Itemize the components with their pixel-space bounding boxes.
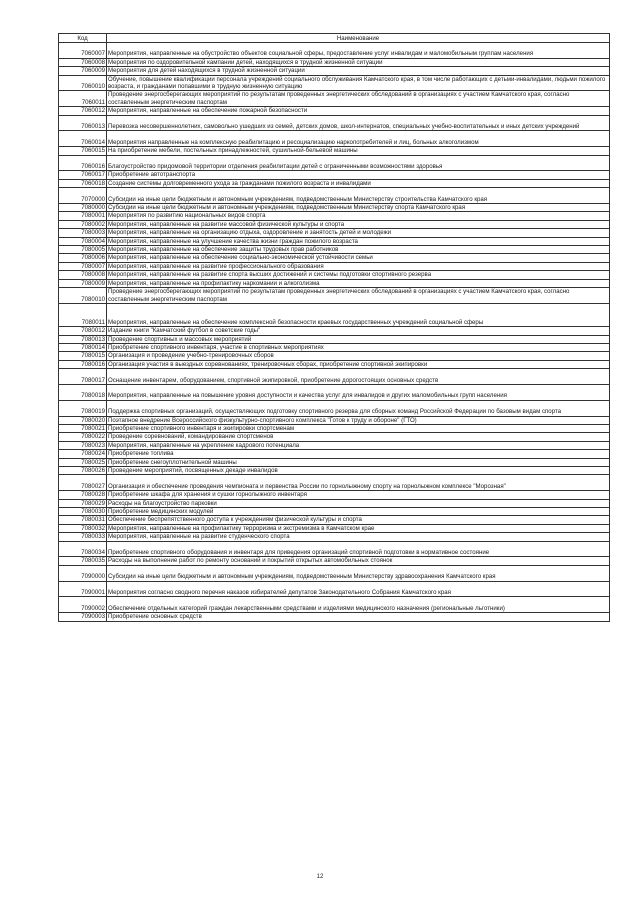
row-code: 7080007 <box>59 262 107 270</box>
row-name: Организация участия в выездных соревнованиях, тренировочных сборах, приобретение спортивной экипировки <box>107 360 610 368</box>
row-code: 7080014 <box>59 343 107 351</box>
table-row <box>59 155 610 171</box>
row-name: Субсидии на иные цели бюджетным и автономным учреждениям, подведомственным Министерству строительства Камчатского края <box>107 188 610 204</box>
row-code: 7090000 <box>59 565 107 581</box>
row-code: 7060017 <box>59 171 107 179</box>
row-name: Субсидии на иные цели бюджетным и автономным учреждениям, подведомственным Министерству спорта Камчатского края <box>107 204 610 212</box>
row-code: 7080028 <box>59 491 107 499</box>
table-row <box>59 220 610 228</box>
table-row <box>59 416 610 424</box>
row-name: Создание системы долговременного ухода за гражданами пожилого возраста и инвалидами <box>107 179 610 187</box>
row-code: 7080018 <box>59 384 107 400</box>
table-row <box>59 384 610 400</box>
row-name: Мероприятия, направленные на развитие студенческого спорта <box>107 533 610 541</box>
row-code: 7080005 <box>59 246 107 254</box>
row-name: Приобретение спортивного оборудования и инвентаря для приведения организаций спортивной подготовки в нормативное состояние <box>107 541 610 557</box>
row-name: Мероприятия, направленные на развитие спорта высших достижений и системы подготовки спортивного резерва <box>107 271 610 279</box>
row-code: 7070000 <box>59 188 107 204</box>
row-name: Мероприятия, направленные на обеспечение пожарной безопасности <box>107 107 610 115</box>
table-row <box>59 179 610 187</box>
row-name: Мероприятия, направленные на улучшение качества жизни граждан пожилого возраста <box>107 237 610 245</box>
row-code: 7080034 <box>59 541 107 557</box>
table-row <box>59 246 610 254</box>
row-code: 7080017 <box>59 369 107 385</box>
row-name: Благоустройство придомовой территории отделения реабилитации детей с ограниченными возможностями здоровья <box>107 155 610 171</box>
row-code: 7090002 <box>59 597 107 613</box>
row-name: Оснащение инвентарем, оборудованием, спортивной экипировкой, приобретение дорогостоящих основных средств <box>107 369 610 385</box>
code-column-header: Код <box>59 34 107 43</box>
row-code: 7080026 <box>59 466 107 474</box>
row-name: Мероприятия, направленные на обеспечение социально-экономической устойчивости семьи <box>107 254 610 262</box>
table-row <box>59 58 610 66</box>
row-name: Проведение энергосберегающих мероприятий по результатам проведенных энергетических обследований в организациях с участием Камчатского края, согласно составленным энергетическим паспортам <box>107 91 610 107</box>
row-code: 7080023 <box>59 441 107 449</box>
row-code: 7060012 <box>59 107 107 115</box>
row-name: Мероприятия согласно сводного перечня наказов избирателей депутатов Законодательного Собрания Камчатского края <box>107 581 610 597</box>
row-name: Мероприятия, направленные на развитие массовой физической культуры и спорта <box>107 220 610 228</box>
row-name: Проведение мероприятий, посвященных декаде инвалидов <box>107 466 610 474</box>
row-code: 7080001 <box>59 212 107 220</box>
row-code: 7080019 <box>59 400 107 416</box>
table-row <box>59 204 610 212</box>
table-row <box>59 581 610 597</box>
table-row <box>59 433 610 441</box>
row-name: Мероприятия направленные на комплексную реабилитацию и ресоциализацию наркопотребителей и лиц, больных алкоголизмом <box>107 131 610 147</box>
row-name: Поэтапное внедрение Всероссийского физкультурно-спортивного комплекса "Готов к труду и обороне" (ГТО) <box>107 416 610 424</box>
table-row <box>59 279 610 287</box>
row-code: 7080003 <box>59 229 107 237</box>
row-name: Приобретение спортивного инвентаря, участие в спортивных мероприятиях <box>107 343 610 351</box>
row-name: Приобретение медицинских модулей <box>107 507 610 515</box>
row-code: 7080024 <box>59 450 107 458</box>
table-row <box>59 212 610 220</box>
table-row <box>59 75 610 91</box>
row-name: Проведение спортивных и массовых мероприятий <box>107 335 610 343</box>
row-code: 7080006 <box>59 254 107 262</box>
page-number: 12 <box>316 874 324 880</box>
row-code: 7080029 <box>59 499 107 507</box>
row-code: 7060010 <box>59 75 107 91</box>
row-code: 7080002 <box>59 220 107 228</box>
row-name: Расходы на благоустройство парковки <box>107 499 610 507</box>
row-name: Приобретение топлива <box>107 450 610 458</box>
row-name: Мероприятия, направленные на обеспечение комплексной безопасности краевых государственных учреждений социальной сферы <box>107 303 610 326</box>
row-name: Издание книги "Камчатский футбол в советские годы" <box>107 327 610 335</box>
table-row <box>59 115 610 131</box>
table-row <box>59 450 610 458</box>
row-code: 7060011 <box>59 91 107 107</box>
table-row <box>59 262 610 270</box>
row-code: 7060008 <box>59 58 107 66</box>
row-name: Мероприятия по развитию национальных видов спорта <box>107 212 610 220</box>
table-row <box>59 327 610 335</box>
table-row <box>59 343 610 351</box>
table-row <box>59 360 610 368</box>
row-code: 7060007 <box>59 43 107 59</box>
row-name: Мероприятия, направленные на укрепление кадрового потенциала <box>107 441 610 449</box>
row-name: Мероприятия, направленные на повышение уровня доступности и качества услуг для инвалидов и других маломобильных групп населения <box>107 384 610 400</box>
row-code: 7060013 <box>59 115 107 131</box>
row-name: Организация и обеспечение проведения чемпионата и первенства России по горнолыжному спорту на горнолыжном комплексе "Морозная" <box>107 475 610 491</box>
table-row <box>59 524 610 532</box>
row-code: 7080012 <box>59 327 107 335</box>
row-code: 7080016 <box>59 360 107 368</box>
document-sheet <box>58 33 609 622</box>
table-row <box>59 613 610 621</box>
row-code: 7080008 <box>59 271 107 279</box>
row-code: 7060009 <box>59 67 107 75</box>
row-code: 7080009 <box>59 279 107 287</box>
row-code: 7080004 <box>59 237 107 245</box>
row-code: 7060016 <box>59 155 107 171</box>
row-name: Приобретение спортивного инвентаря и экипировки спортсменам <box>107 424 610 432</box>
row-name: Проведение соревнований, командирование спортсменов <box>107 433 610 441</box>
row-code: 7080015 <box>59 352 107 360</box>
row-name: Поддержка спортивных организаций, осуществляющих подготовку спортивного резерва для сборных команд Российской Федерации по базовым видам спорта <box>107 400 610 416</box>
row-code: 7080010 <box>59 288 107 304</box>
row-code: 7080000 <box>59 204 107 212</box>
row-code: 7080033 <box>59 533 107 541</box>
row-name: Мероприятия, направленные на обеспечение защиты трудовых прав работников <box>107 246 610 254</box>
table-row <box>59 67 610 75</box>
row-name: Приобретение шкафа для хранения и сушки горнолыжного инвентаря <box>107 491 610 499</box>
table-row <box>59 424 610 432</box>
table-row <box>59 91 610 107</box>
row-code: 7080031 <box>59 516 107 524</box>
row-code: 7080035 <box>59 557 107 565</box>
table-row <box>59 43 610 59</box>
row-name: Обучение, повышение квалификации персонала учреждений социального обслуживания Камчатского края, в том числе работающих с детьми-инвалидами, людьми пожилого возраста, и гражданами попавшими в трудную жизненную ситуацию <box>107 75 610 91</box>
table-row <box>59 254 610 262</box>
row-name: Приобретение основных средств <box>107 613 610 621</box>
row-name: Мероприятия для детей находящихся в трудной жизненной ситуации <box>107 67 610 75</box>
table-row <box>59 507 610 515</box>
row-code: 7080020 <box>59 416 107 424</box>
table-row <box>59 541 610 557</box>
table-row <box>59 516 610 524</box>
table-row <box>59 466 610 474</box>
table-row <box>59 171 610 179</box>
row-code: 7080025 <box>59 458 107 466</box>
row-code: 7080032 <box>59 524 107 532</box>
table-row <box>59 131 610 147</box>
row-code: 7080013 <box>59 335 107 343</box>
row-code: 7080027 <box>59 475 107 491</box>
row-name: Перевозка несовершеннолетних, самовольно ушедших из семей, детских домов, школ-интернатов, специальных учебно-воспитательных и иных детских учреждений <box>107 115 610 131</box>
row-name: Приобретение снегоуплотнительной машины <box>107 458 610 466</box>
row-name: Мероприятия, направленные на профилактику наркомании и алкоголизма <box>107 279 610 287</box>
row-name: Проведение энергосберегающих мероприятий по результатам проведенных энергетических обследований в организациях с участием Камчатского края, согласно составленным энергетическим паспортам <box>107 288 610 304</box>
table-row <box>59 597 610 613</box>
table-row <box>59 237 610 245</box>
row-code: 7060014 <box>59 131 107 147</box>
table-row <box>59 475 610 491</box>
table-row <box>59 400 610 416</box>
table-row <box>59 107 610 115</box>
row-name: Организация и проведение учебно-тренировочных сборов <box>107 352 610 360</box>
row-code: 7090001 <box>59 581 107 597</box>
row-name: На приобретение мебели, постельных принадлежностей, сушильной-бельевой машины <box>107 147 610 155</box>
table-row <box>59 458 610 466</box>
table-row <box>59 557 610 565</box>
row-code: 7060018 <box>59 179 107 187</box>
row-name: Мероприятия, направленные на организацию отдыха, оздоровление и занятость детей и молодежи <box>107 229 610 237</box>
row-name: Мероприятия, направленные на развитие профессионального образования <box>107 262 610 270</box>
row-name: Мероприятия, направленные на обустройство объектов социальной сферы, предоставление услуг инвалидам и маломобильным группам населения <box>107 43 610 59</box>
row-name: Субсидии на иные цели бюджетным и автономным учреждениям, подведомственным Министерству здравоохранения Камчатского края <box>107 565 610 581</box>
table-row <box>59 369 610 385</box>
table-row <box>59 288 610 304</box>
codes-table <box>58 33 610 622</box>
row-name: Мероприятия, направленные на профилактику терроризма и экстремизма в Камчатском крае <box>107 524 610 532</box>
table-row <box>59 565 610 581</box>
row-code: 7090003 <box>59 613 107 621</box>
table-row <box>59 352 610 360</box>
row-code: 7080022 <box>59 433 107 441</box>
table-header-row <box>59 34 610 43</box>
row-name: Приобретение автотранспорта <box>107 171 610 179</box>
table-row <box>59 229 610 237</box>
row-name: Расходы на выполнение работ по ремонту оснований и покрытий открытых автомобильных стоянок <box>107 557 610 565</box>
table-row <box>59 441 610 449</box>
row-name: Мероприятия по оздоровительной кампании детей, находящихся в трудной жизненной ситуации <box>107 58 610 66</box>
table-row <box>59 271 610 279</box>
row-code: 7060015 <box>59 147 107 155</box>
name-column-header: Наименование <box>107 34 610 43</box>
table-row <box>59 147 610 155</box>
table-row <box>59 335 610 343</box>
table-row <box>59 499 610 507</box>
row-name: Обеспечение беспрепятственного доступа к учреждениям физической культуры и спорта <box>107 516 610 524</box>
row-code: 7080011 <box>59 303 107 326</box>
table-row <box>59 188 610 204</box>
table-body <box>59 43 610 622</box>
row-code: 7080030 <box>59 507 107 515</box>
row-code: 7080021 <box>59 424 107 432</box>
table-row <box>59 491 610 499</box>
table-row <box>59 533 610 541</box>
row-name: Обеспечение отдельных категорий граждан лекарственными средствами и изделиями медицинского назначения (региональные льготники) <box>107 597 610 613</box>
table-row <box>59 303 610 326</box>
